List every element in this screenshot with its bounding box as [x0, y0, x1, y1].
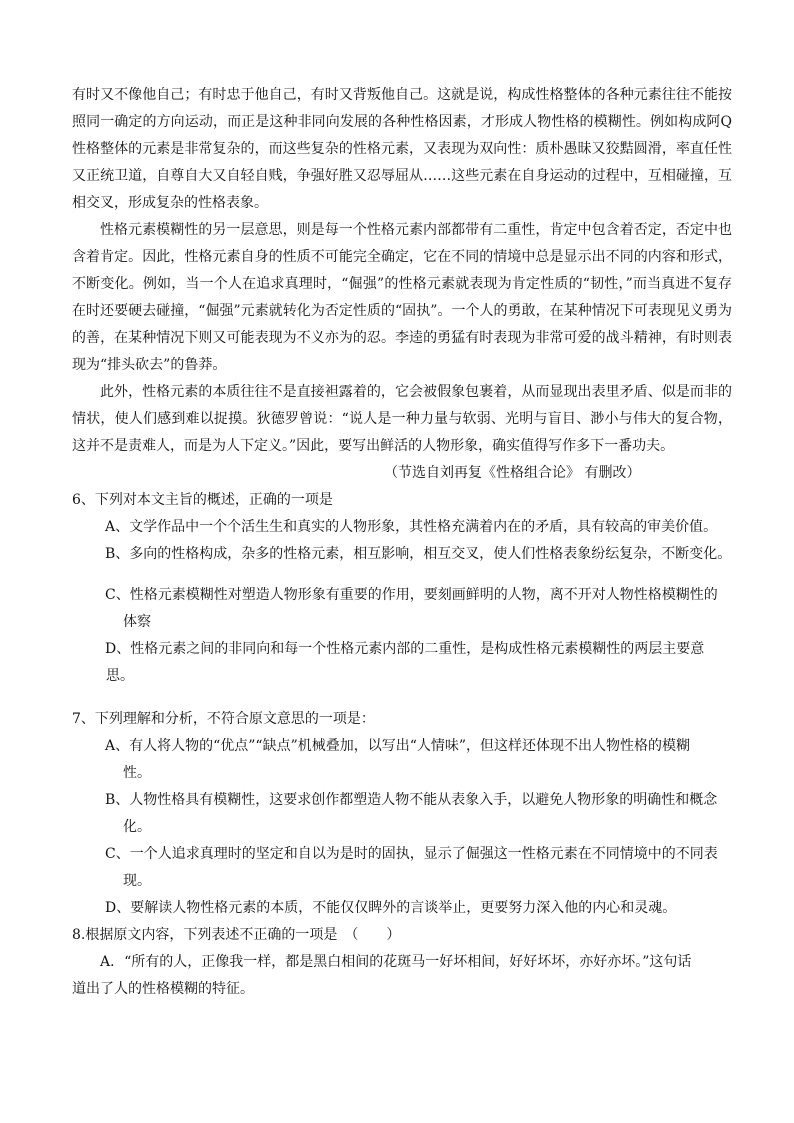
document-page	[72, 82, 732, 1003]
question-7-option-a-line2: 性。	[123, 765, 151, 781]
question-6-option-b: B、多向的性格构成，杂多的性格元素，相互影响，相互交叉，使人们性格表象纷纭复杂，不断变化。	[105, 546, 732, 562]
question-7-option-a-line1: A、有人将人物的“优点”“缺点”机械叠加，以写出“人情味”，但这样还体现不出人物性格的模糊	[105, 738, 691, 754]
question-6-option-d: D、性格元素之间的非同向和每一个性格元素内部的二重性，是构成性格元素模糊性的两层主要意思。	[105, 641, 705, 684]
question-7	[72, 706, 732, 922]
question-7-option-b	[72, 787, 732, 841]
question-8-option-a-line2: 道出了人的性格模糊的特征。	[72, 981, 254, 997]
article-paragraph-2: 性格元素模糊性的另一层意思，则是每一个性格元素内部都带有二重性，肯定中包含着否定，否定中也含着肯定。因此，性格元素自身的性质不可能完全确定，它在不同的情境中总是显示出不同的内容和形式，不断变化。例如，当一个人在追求真理时，“倔强”的性格元素就表现为肯定性质的“韧性，”而当真进不复存在时还要硬去碰撞，“倔强”元素就转化为否定性质的“固执”。一个人的勇敢，在某种情况下可表现见义勇为的善，在某种情况下则又可能表现为不义亦为的忍。李逵的勇猛有时表现为非常可爱的战斗精神，有时则表现为“排头砍去”的鲁莽。	[72, 222, 732, 373]
question-8	[72, 922, 732, 1003]
question-7-option-c-line2: 现。	[123, 873, 151, 889]
question-7-option-b-line1: B、人物性格具有模糊性，这要求创作都塑造人物不能从表象入手，以避免人物形象的明确性和概念	[105, 792, 718, 808]
question-7-option-d: D、要解读人物性格元素的本质，不能仅仅睥外的言谈举止，更要努力深入他的内心和灵魂。	[105, 900, 677, 916]
question-6-stem: 6、下列对本文主旨的概述，正确的一项是	[72, 492, 333, 508]
question-8-option-a-line1: A．“所有的人，正像我一样，都是黑白相间的花斑马一好坏相间，好好坏坏，亦好亦坏。”这句话	[100, 954, 692, 970]
question-8-stem: 8.根据原文内容，下列表述不正确的一项是 （ ）	[72, 927, 401, 943]
question-7-option-c	[72, 841, 732, 895]
question-7-stem: 7、下列理解和分析，不符合原文意思的一项是：	[72, 711, 375, 727]
question-6-option-c-line2: 体察	[123, 614, 151, 630]
question-7-option-a	[72, 733, 732, 787]
question-6	[72, 487, 732, 690]
article-paragraph-3: 此外，性格元素的本质往往不是直接袒露着的，它会被假象包裹着，从而显现出表里矛盾、似是而非的情状，使人们感到难以捉摸。狄德罗曾说：“说人是一种力量与软弱、光明与盲目、渺小与伟大的复合物，这并不是责难人，而是为人下定义。”因此，要写出鲜活的人物形象，确实值得写作多下一番功夫。	[72, 384, 732, 454]
article-paragraph-1: 有时又不像他自己；有时忠于他自己，有时又背叛他自己。这就是说，构成性格整体的各种元素往往不能按照同一确定的方向运动，而正是这种非同向发展的各种性格因素，才形成人物性格的模糊性。例如构成阿Q性格整体的元素是非常复杂的，而这些复杂的性格元素，又表现为双向性：质朴愚昧又狡黠圆滑，率直任性又正统卫道，自尊自大又自轻自贱，争强好胜又忍辱屈从……这些元素在自身运动的过程中，互相碰撞，互相交叉，形成复杂的性格表象。	[72, 87, 732, 211]
question-6-option-c	[72, 582, 732, 636]
question-7-option-c-line1: C、一个人追求真理时的坚定和自以为是时的固执，显示了倔强这一性格元素在不同情境中的不同表	[105, 846, 718, 862]
article-source: （节选自刘再复《性格组合论》 有删改）	[384, 465, 641, 481]
question-6-option-c-line1: C、性格元素模糊性对塑造人物形象有重要的作用，要刻画鲜明的人物，离不开对人物性格模糊性的	[105, 587, 718, 603]
question-7-option-b-line2: 化。	[123, 819, 151, 835]
question-6-option-a: A、文学作品中一个个活生生和真实的人物形象，其性格充满着内在的矛盾，具有较高的审美价值。	[105, 519, 718, 535]
